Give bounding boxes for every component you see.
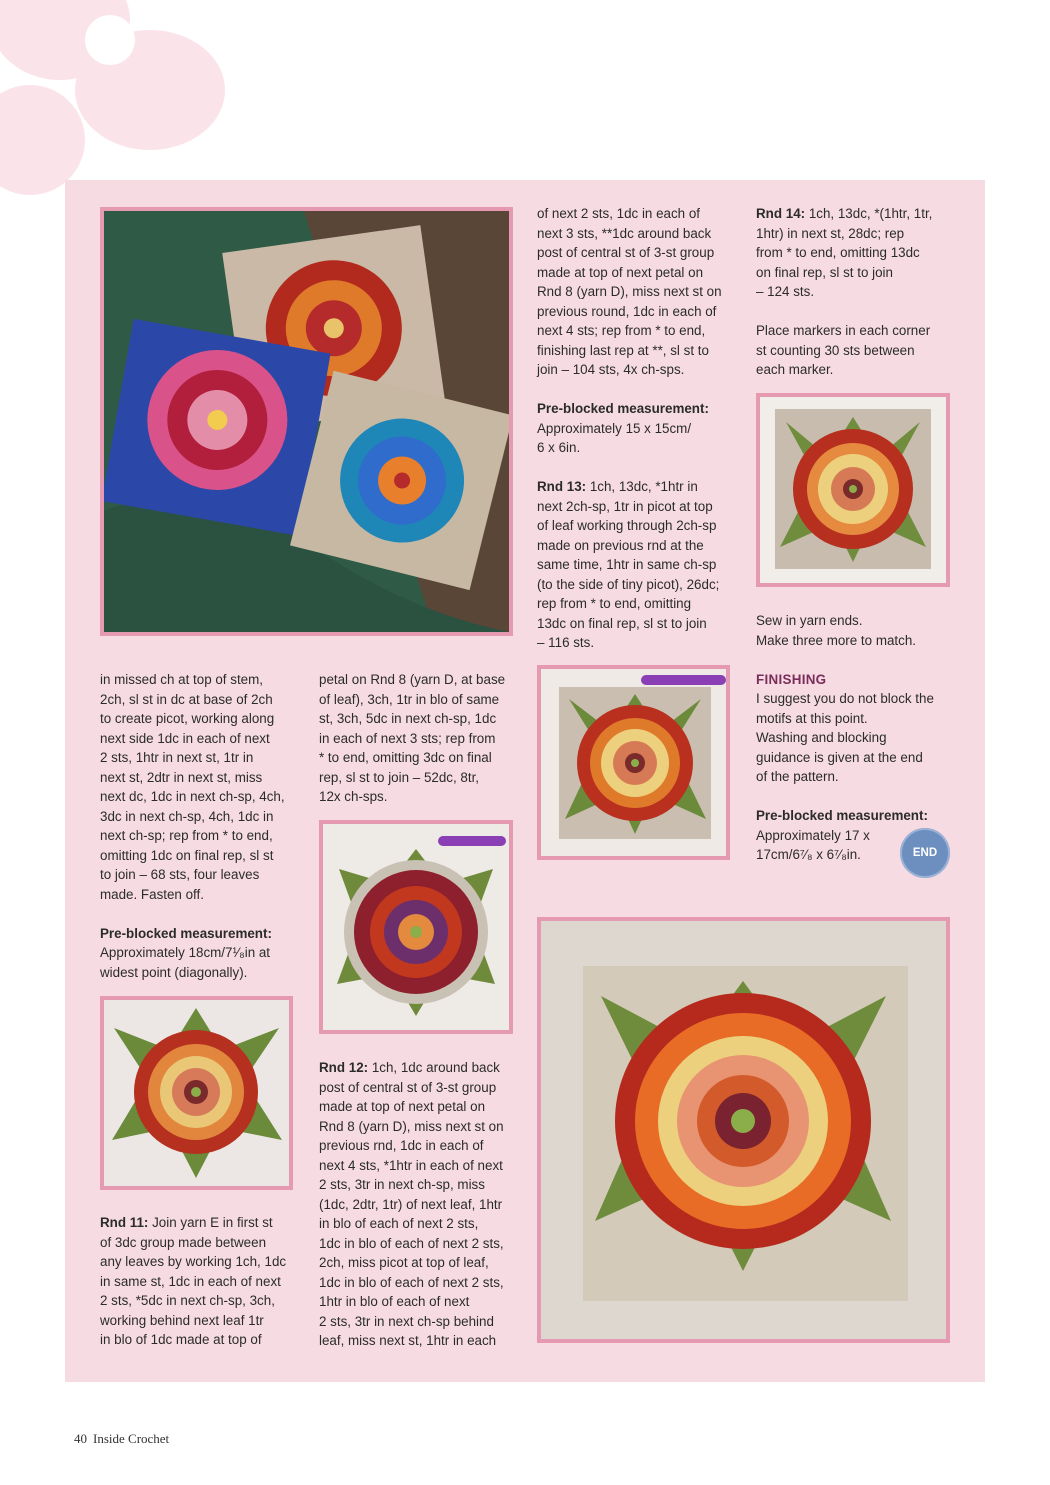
text-line: in blo of 1dc made at top of [100,1332,262,1347]
text-line: in each of next 3 sts; rep from [319,730,496,746]
text-line: rep, sl st to join – 52dc, 8tr, [319,769,480,785]
text-line: I suggest you do not block the [756,691,934,706]
text-line: 12x ch-sps. [319,789,388,804]
rnd-label: Rnd 14: [756,206,806,221]
text-line: Approximately 17 x [756,827,870,843]
text-line: to create picot, working along [100,711,275,726]
rnd-label: Rnd 13: [537,479,587,494]
text-line: join – 104 sts, 4x ch-sps. [537,362,685,377]
text-line: 1htr in blo of each of next [319,1294,470,1309]
text-line: 13dc on final rep, sl st to join [537,615,707,631]
text-line: in same st, 1dc in each of next [100,1273,281,1289]
text-line: made at top of next petal on [537,264,704,280]
text-line: Washing and blocking [756,730,887,745]
end-badge: END [900,828,950,878]
text-line: each marker. [756,362,834,377]
text-line: 1htr) in next st, 28dc; rep [756,225,905,241]
text-line: 2ch, sl st in dc at base of 2ch [100,691,273,707]
text-line: Rnd 8 (yarn D), miss next st on [537,284,722,299]
photo-finished-square-large [537,917,950,1343]
text-line: to join – 68 sts, four leaves [100,867,260,882]
measurement-heading: Pre-blocked measurement: [537,401,709,416]
text-line: Place markers in each corner [756,323,931,338]
text-line: * to end, omitting 3dc on final [319,750,492,765]
text-line: next 4 sts; rep from * to end, [537,323,706,338]
text-line: 2ch, miss picot at top of leaf, [319,1255,489,1270]
text-line: previous round, 1dc in each of [537,303,717,319]
text-line: of the pattern. [756,769,839,784]
photo-rnd13-square [537,665,730,860]
column4-lower-text [756,611,956,865]
text-line: – 116 sts. [537,635,595,650]
text-line: made. Fasten off. [100,886,204,902]
rnd12-text [319,1058,519,1351]
column1-top-text [100,670,300,982]
text-line: 17cm/6⁷⁄₈ x 6⁷⁄₈in. [756,847,861,862]
text-line: finishing last rep at **, sl st to [537,342,709,358]
column3-text [537,204,737,653]
text-line: next side 1dc in each of next [100,730,270,746]
text-line: made on previous rnd at the [537,537,704,553]
photo-rnd11-motif [100,996,293,1190]
text-line: Approximately 15 x 15cm/ [537,420,692,436]
text-line: next 4 sts, *1htr in each of next [319,1157,503,1173]
text-line: post of central st of 3-st group [537,245,715,260]
page-number: 40 [74,1431,87,1446]
magazine-name: Inside Crochet [93,1431,170,1446]
text-line: – 124 sts. [756,284,815,299]
photo-three-squares [100,207,513,636]
text-line: any leaves by working 1ch, 1dc [100,1254,287,1269]
photo-rnd12-motif [319,820,513,1034]
text-line: Rnd 8 (yarn D), miss next st on [319,1118,504,1134]
rnd-label: Rnd 12: [319,1060,369,1075]
text-line: of leaf), 3ch, 1tr in blo of same [319,691,500,707]
text-line: of next 2 sts, 1dc in each of [537,206,701,221]
text-line: guidance is given at the end [756,749,923,765]
rnd-label: Rnd 11: [100,1215,149,1230]
text-line: 6 x 6in. [537,440,581,455]
text-line: Sew in yarn ends. [756,613,863,628]
text-line: next 3 sts, **1dc around back [537,225,712,241]
text-line: petal on Rnd 8 (yarn D, at base [319,672,506,687]
measurement-heading: Pre-blocked measurement: [756,808,928,823]
text-line: 2 sts, 1htr in next st, 1tr in [100,750,254,765]
text-line: made at top of next petal on [319,1099,486,1114]
text-line: 2 sts, 3tr in next ch-sp, miss [319,1177,485,1192]
text-line: in blo of each of next 2 sts, [319,1216,479,1231]
flower-decoration [0,0,240,200]
text-line: working behind next leaf 1tr [100,1312,264,1328]
text-line: same time, 1htr in same ch-sp [537,557,717,572]
text-line: omitting 1dc on final rep, sl st [100,847,274,863]
text-line: 2 sts, 3tr in next ch-sp behind [319,1313,494,1329]
text-line: post of central st of 3-st group [319,1079,497,1095]
text-line: of leaf working through 2ch-sp [537,518,717,533]
text-line: 1dc in blo of each of next 2 sts, [319,1274,504,1290]
measurement-heading: Pre-blocked measurement: [100,925,272,941]
text-line: next ch-sp; rep from * to end, [100,828,273,843]
text-line: Rnd 12: 1ch, 1dc around back [319,1060,500,1075]
text-line: next st, 2dtr in next st, miss [100,769,263,785]
text-line: st, 3ch, 5dc in next ch-sp, 1dc [319,711,497,726]
text-line: 3dc in next ch-sp, 4ch, 1dc in [100,808,274,824]
rnd11-text [100,1213,300,1350]
text-line: (1dc, 2dtr, 1tr) of next leaf, 1htr [319,1196,503,1212]
text-line: motifs at this point. [756,710,868,726]
text-line: Approximately 18cm/7¹⁄₈in at [100,945,271,960]
text-line: Rnd 14: 1ch, 13dc, *(1htr, 1tr, [756,206,933,221]
finishing-heading: FINISHING [756,671,827,687]
column2-top-text [319,670,519,807]
text-line: 2 sts, *5dc in next ch-sp, 3ch, [100,1293,275,1308]
text-line: widest point (diagonally). [100,964,248,980]
text-line: rep from * to end, omitting [537,596,692,611]
text-line: next 2ch-sp, 1tr in picot at top [537,498,713,514]
text-line: Make three more to match. [756,632,917,648]
text-line: 1dc in blo of each of next 2 sts, [319,1235,504,1251]
page-footer [74,1431,175,1447]
text-line: Rnd 13: 1ch, 13dc, *1htr in [537,479,698,494]
text-line: from * to end, omitting 13dc [756,245,920,260]
text-line: st counting 30 sts between [756,342,915,358]
text-line: Rnd 11: Join yarn E in first st [100,1215,273,1230]
column4-top-text [756,204,956,380]
text-line: previous rnd, 1dc in each of [319,1138,484,1153]
text-line: (to the side of tiny picot), 26dc; [537,576,720,592]
text-line: on final rep, sl st to join [756,264,893,280]
text-line: in missed ch at top of stem, [100,672,263,687]
text-line: of 3dc group made between [100,1234,267,1250]
text-line: leaf, miss next st, 1htr in each [319,1333,497,1348]
text-line: next dc, 1dc in next ch-sp, 4ch, [100,789,285,804]
photo-rnd14-square [756,393,950,587]
